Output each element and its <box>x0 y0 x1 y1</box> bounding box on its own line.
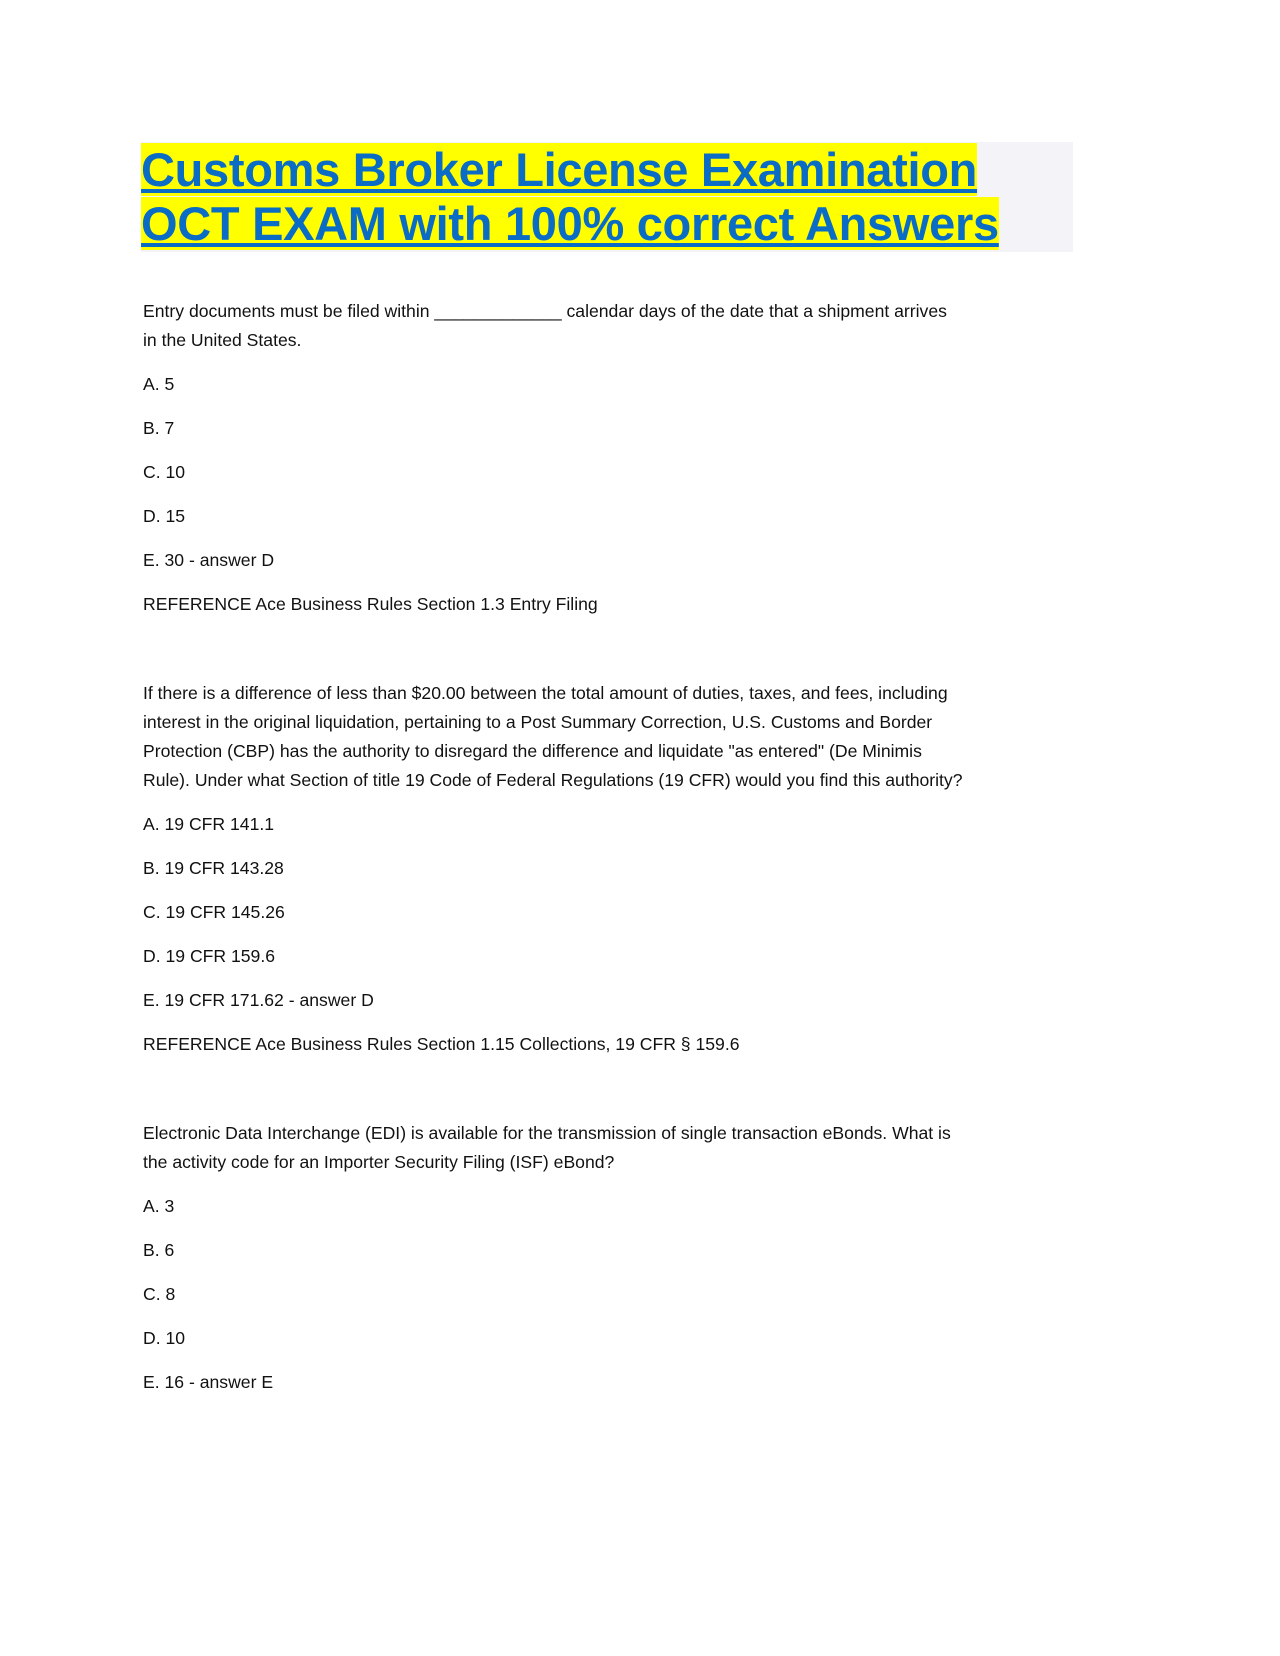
question-line: the activity code for an Importer Security Filing (ISF) eBond? <box>143 1152 615 1172</box>
answer-option: C. 8 <box>143 1284 176 1304</box>
document-body <box>143 297 1103 1412</box>
answer-option: D. 15 <box>143 506 186 526</box>
answer-option: B. 6 <box>143 1240 175 1260</box>
document-title[interactable] <box>141 143 999 251</box>
answer-option: A. 5 <box>143 374 175 394</box>
answer-option: E. 19 CFR 171.62 - answer D <box>143 990 374 1010</box>
question-line: in the United States. <box>143 330 302 350</box>
question-line: If there is a difference of less than $20.00 between the total amount of duties, taxes, and fees, including <box>143 683 948 703</box>
question-text <box>143 1119 1103 1177</box>
answer-option: C. 10 <box>143 462 186 482</box>
answer-option: D. 19 CFR 159.6 <box>143 946 276 966</box>
answer-option: D. 10 <box>143 1328 186 1348</box>
reference-text: REFERENCE Ace Business Rules Section 1.15 Collections, 19 CFR § 159.6 <box>143 1034 740 1054</box>
question-separator <box>143 1074 1103 1119</box>
reference-text: REFERENCE Ace Business Rules Section 1.3 Entry Filing <box>143 594 598 614</box>
title-line-1[interactable]: Customs Broker License Examination <box>141 143 978 196</box>
question-line: Electronic Data Interchange (EDI) is available for the transmission of single transaction eBonds. What is <box>143 1123 951 1143</box>
question-line: Rule). Under what Section of title 19 Code of Federal Regulations (19 CFR) would you find this authority? <box>143 770 963 790</box>
answer-option: E. 30 - answer D <box>143 550 275 570</box>
question-line: interest in the original liquidation, pertaining to a Post Summary Correction, U.S. Customs and Border <box>143 712 933 732</box>
title-line-2[interactable]: OCT EXAM with 100% correct Answers <box>141 197 999 250</box>
question-line: Entry documents must be filed within _____________ calendar days of the date that a shipment arrives <box>143 301 947 321</box>
question-line: Protection (CBP) has the authority to disregard the difference and liquidate "as entered" (De Minimis <box>143 741 922 761</box>
answer-option: B. 19 CFR 143.28 <box>143 858 284 878</box>
question-text <box>143 679 1103 795</box>
question-separator <box>143 634 1103 679</box>
answer-option: A. 19 CFR 141.1 <box>143 814 275 834</box>
answer-option: C. 19 CFR 145.26 <box>143 902 285 922</box>
answer-option: A. 3 <box>143 1196 175 1216</box>
answer-option: E. 16 - answer E <box>143 1372 274 1392</box>
answer-option: B. 7 <box>143 418 175 438</box>
question-text <box>143 297 1103 355</box>
